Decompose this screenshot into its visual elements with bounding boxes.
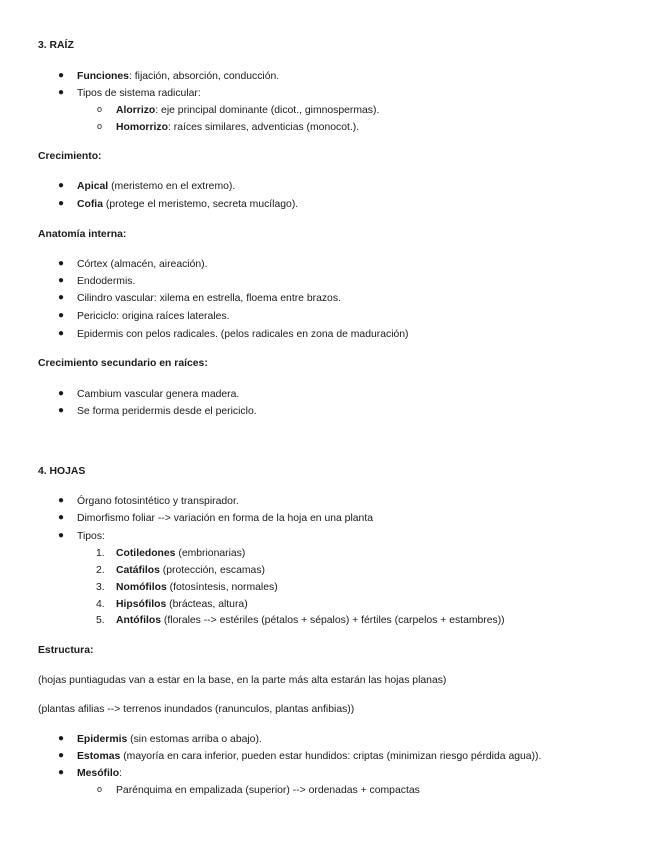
bullet-marker: ● — [58, 180, 65, 191]
number-marker: 1. — [96, 548, 105, 559]
bullet-marker: ● — [58, 405, 65, 416]
bullet-marker: ● — [58, 750, 65, 761]
heading-hojas: 4. HOJAS — [38, 466, 86, 477]
numbered-item: 2. Catáfilos (protección, escamas) — [96, 565, 265, 576]
heading-raiz: 3. RAÍZ — [38, 40, 74, 51]
list-item: ● Epidermis con pelos radicales. (pelos radicales en zona de maduración) — [58, 328, 409, 340]
bullet-marker: ● — [58, 275, 65, 286]
number-marker: 2. — [96, 565, 105, 576]
number-marker: 4. — [96, 599, 105, 610]
sub-list-item: o Parénquima en empalizada (superior) --> ordenadas + compactas — [97, 784, 420, 796]
list-item: ● Dimorfismo foliar --> variación en forma de la hoja en una planta — [58, 512, 373, 524]
sub-list-item: o Homorrizo: raíces similares, adventicias (monocot.). — [97, 121, 360, 133]
list-item: ● Apical (meristemo en el extremo). — [58, 180, 236, 192]
bullet-marker: ● — [58, 530, 65, 541]
list-item: ● Córtex (almacén, aireación). — [58, 258, 208, 270]
bullet-marker: ● — [58, 292, 65, 303]
list-item: ● Tipos de sistema radicular: — [58, 87, 201, 99]
list-item: ● Periciclo: origina raíces laterales. — [58, 310, 230, 322]
bullet-marker: ● — [58, 87, 65, 98]
bullet-marker: ● — [58, 733, 65, 744]
bullet-marker: ● — [58, 70, 65, 81]
heading-crecimiento-secundario: Crecimiento secundario en raíces: — [38, 358, 208, 369]
bullet-marker: ● — [58, 512, 65, 523]
paragraph: (hojas puntiagudas van a estar en la base, en la parte más alta estarán las hojas planas) — [38, 675, 447, 686]
list-item: ● Estomas (mayoría en cara inferior, pueden estar hundidos: criptas (minimizan riesgo pérdida agua)). — [58, 750, 542, 762]
bullet-marker: ● — [58, 198, 65, 209]
numbered-item: 3. Nomófilos (fotosíntesis, normales) — [96, 582, 278, 593]
list-item: ● Órgano fotosintético y transpirador. — [58, 495, 239, 507]
paragraph: (plantas afilias --> terrenos inundados (ranunculos, plantas anfibias)) — [38, 704, 355, 715]
bullet-marker: ● — [58, 495, 65, 506]
number-marker: 5. — [96, 615, 105, 626]
heading-crecimiento: Crecimiento: — [38, 151, 102, 162]
numbered-item: 5. Antófilos (florales --> estériles (pétalos + sépalos) + fértiles (carpelos + estambres)) — [96, 615, 505, 626]
bullet-marker: ● — [58, 258, 65, 269]
circle-marker: o — [97, 784, 103, 794]
circle-marker: o — [97, 104, 103, 114]
list-item: ● Se forma peridermis desde el periciclo. — [58, 405, 257, 417]
sub-list-item: o Alorrizo: eje principal dominante (dicot., gimnospermas). — [97, 104, 380, 116]
list-item: ● Tipos: — [58, 530, 105, 542]
list-item: ● Endodermis. — [58, 275, 136, 287]
list-item: ● Mesófilo: — [58, 767, 123, 779]
bullet-marker: ● — [58, 388, 65, 399]
bullet-marker: ● — [58, 310, 65, 321]
list-item: ● Epidermis (sin estomas arriba o abajo). — [58, 733, 262, 745]
number-marker: 3. — [96, 582, 105, 593]
heading-anatomia: Anatomía interna: — [38, 229, 127, 240]
numbered-item: 4. Hipsófilos (brácteas, altura) — [96, 599, 248, 610]
bullet-marker: ● — [58, 328, 65, 339]
list-item: ● Cofia (protege el meristemo, secreta mucílago). — [58, 198, 299, 210]
numbered-item: 1. Cotiledones (embrionarias) — [96, 548, 246, 559]
list-item: ● Cilindro vascular: xilema en estrella, floema entre brazos. — [58, 292, 341, 304]
heading-estructura: Estructura: — [38, 645, 94, 656]
list-item: ● Cambium vascular genera madera. — [58, 388, 240, 400]
list-item: ● Funciones: fijación, absorción, conducción. — [58, 70, 280, 82]
bullet-marker: ● — [58, 767, 65, 778]
circle-marker: o — [97, 121, 103, 131]
